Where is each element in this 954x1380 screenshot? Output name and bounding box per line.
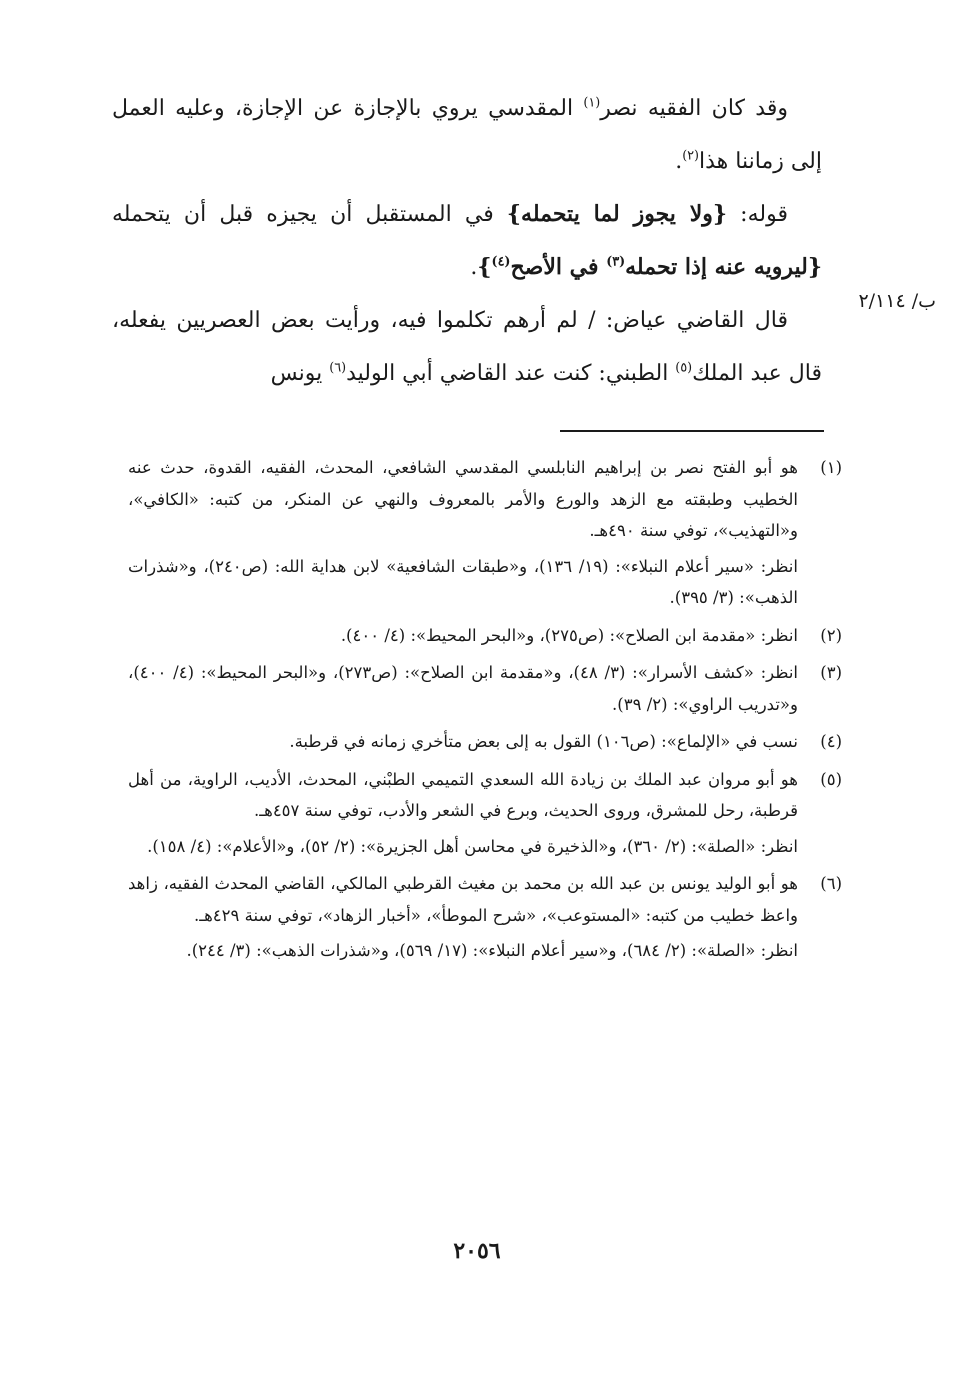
footnote-text: انظر: «مقدمة ابن الصلاح»: (ص٢٧٥)، و«البحر المحيط»: (٤/ ٤٠٠). [340, 625, 798, 645]
footnote-body [128, 657, 798, 720]
footnote-number: (٣) [820, 663, 842, 682]
footnote-text: انظر: «الصلة»: (٢/ ٦٨٤)، و«سير أعلام النبلاء»: (١٧/ ٥٦٩)، و«شذرات الذهب»: (٣/ ٢٤٤). [186, 941, 798, 960]
text-run: في المستقبل أن يجيزه قبل أن يتحمله [112, 202, 507, 227]
text-run: قوله: [727, 202, 788, 227]
text-run: قال القاضي عياض: / لم أرهم تكلموا فيه، ورأيت بعض العصريين يفعله، قال عبد الملك [112, 308, 822, 386]
footnote-text: هو أبو الفتح نصر بن إبراهيم النابلسي المقدسي الشافعي، المحدث، الفقيه، القدوة، حدث عنه الخطيب وطبقته مع الزهد والورع والأمر بالمعروف والنهي عن المنكر، من كتبه: «الكافي»، و«التهذيب»، توفي سنة ٤٩٠هـ. [128, 458, 798, 540]
page-number: ٢٠٥٦ [453, 1238, 501, 1264]
footnote-5 [128, 764, 842, 863]
text-run: } [477, 254, 492, 280]
text-run: في الأصح [510, 254, 607, 280]
matn-quote: {ولا يجوز لما يتحمله} [506, 201, 728, 227]
footnote-number: (٢) [820, 625, 842, 645]
footnote-ref-2[interactable]: (٢) [682, 148, 700, 164]
footnote-body [128, 620, 798, 652]
footnote-body [128, 452, 798, 614]
footnote-text: هو أبو مروان عبد الملك بن زيادة الله السعدي التميمي الطبْني، المحدث، الأديب، الراوية، من أهل قرطبة، رحل للمشرق، وروى الحديث، وبرع في الشعر والأدب، توفي سنة ٤٥٧هـ. [128, 769, 798, 820]
footnote-2 [128, 620, 842, 652]
body-paragraph-1 [112, 82, 822, 188]
footnote-3 [128, 657, 842, 720]
text-run: {ليرويه عنه إذا تحمله [625, 254, 822, 280]
footnote-number: (٤) [820, 732, 842, 751]
body-paragraph-2 [112, 188, 822, 294]
footnotes-section [128, 452, 842, 973]
text-run: . [675, 149, 683, 174]
body-paragraph-3 [112, 294, 822, 400]
footnote-body [128, 868, 798, 967]
text-run: يونس [270, 361, 330, 386]
footnote-ref-4[interactable]: (٤) [491, 254, 511, 270]
text-run: . [470, 255, 478, 280]
footnote-body [128, 764, 798, 863]
text-run: المقدسي يروي بالإجازة عن الإجازة، وعليه العمل إلى زماننا هذا [112, 96, 822, 174]
text-run: الطبني: كنت عند القاضي أبي الوليد [346, 361, 676, 386]
footnote-ref-6[interactable]: (٦) [329, 360, 347, 376]
footnote-number: (١) [820, 458, 842, 477]
main-text [112, 82, 822, 400]
footnote-ref-3[interactable]: (٣) [606, 254, 626, 270]
footnote-separator [560, 430, 824, 432]
manuscript-folio-marker: ب/ ٢/١١٤ [858, 290, 936, 312]
text-run: وقد كان الفقيه نصر [600, 96, 788, 121]
footnote-ref-5[interactable]: (٥) [675, 360, 693, 376]
footnote-text: نسب في «الإلماع»: (ص١٠٦) القول به إلى بعض متأخري زمانه في قرطبة. [289, 732, 798, 751]
footnote-1 [128, 452, 842, 614]
footnote-text: انظر: «كشف الأسرار»: (٣/ ٤٨)، و«مقدمة ابن الصلاح»: (ص٢٧٣)، و«البحر المحيط»: (٤/ ٤٠٠)، و«تدريب الراوي»: (٢/ ٣٩). [128, 663, 798, 714]
footnote-body [128, 726, 798, 758]
footnote-number: (٦) [820, 874, 842, 893]
footnote-text: انظر: «الصلة»: (٢/ ٣٦٠)، و«الذخيرة في محاسن أهل الجزيرة»: (٢/ ٥٢)، و«الأعلام»: (٤/ ١٥٨). [147, 836, 798, 856]
footnote-number: (٥) [820, 769, 842, 789]
footnote-ref-1[interactable]: (١) [583, 95, 601, 111]
footnote-4 [128, 726, 842, 758]
footnote-text: انظر: «سير أعلام النبلاء»: (١٩/ ١٣٦)، و«طبقات الشافعية» لابن هداية الله: (ص٢٤٠)، و«شذرات الذهب»: (٣/ ٣٩٥). [128, 556, 798, 607]
matn-quote [477, 254, 822, 280]
footnote-text: هو أبو الوليد يونس بن عبد الله بن محمد بن مغيث القرطبي المالكي، القاضي المحدث الفقيه، زاهد واعظ خطيب من كتبه: «المستوعب»، «شرح الموطأ»، «أخبار الزهاد»، توفي سنة ٤٢٩هـ. [128, 874, 798, 925]
footnote-6 [128, 868, 842, 967]
